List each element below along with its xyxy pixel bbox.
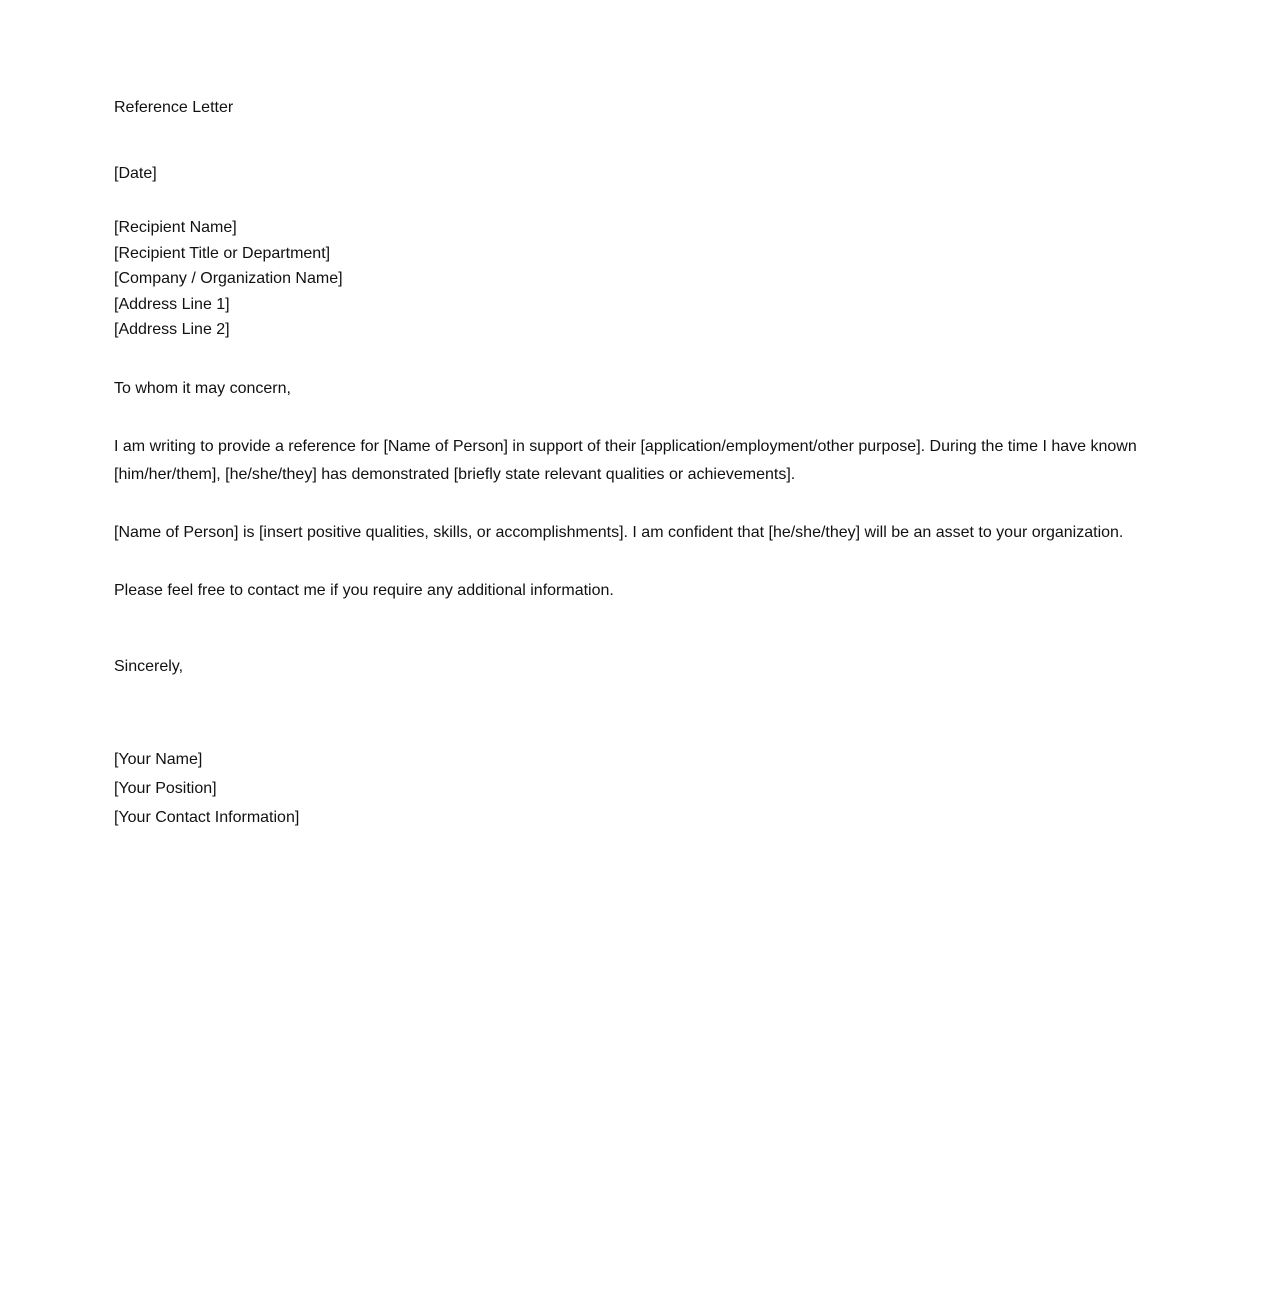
signature-position: [Your Position] <box>114 780 217 797</box>
body-paragraph-1: I am writing to provide a reference for [Name of Person] in support of their [application/employment/other purpose]. During the time I have known [him/her/them], [he/she/they] has demonstrated [briefly state relevant qualities or achievements]. <box>114 438 1137 483</box>
date-placeholder: [Date] <box>114 165 157 182</box>
body-paragraph-2: [Name of Person] is [insert positive qualities, skills, or accomplishments]. I am confident that [he/she/they] will be an asset to your organization. <box>114 524 1124 541</box>
recipient-address-line-2: [Address Line 2] <box>114 321 230 338</box>
signature-contact: [Your Contact Information] <box>114 809 300 826</box>
recipient-company: [Company / Organization Name] <box>114 270 343 287</box>
document-title: Reference Letter <box>114 99 234 116</box>
signature-name: [Your Name] <box>114 751 203 768</box>
body-paragraph-3: Please feel free to contact me if you require any additional information. <box>114 582 614 599</box>
recipient-name: [Recipient Name] <box>114 219 237 236</box>
salutation: To whom it may concern, <box>114 380 291 397</box>
closing: Sincerely, <box>114 658 184 675</box>
recipient-title: [Recipient Title or Department] <box>114 245 331 262</box>
recipient-address-line-1: [Address Line 1] <box>114 296 230 313</box>
